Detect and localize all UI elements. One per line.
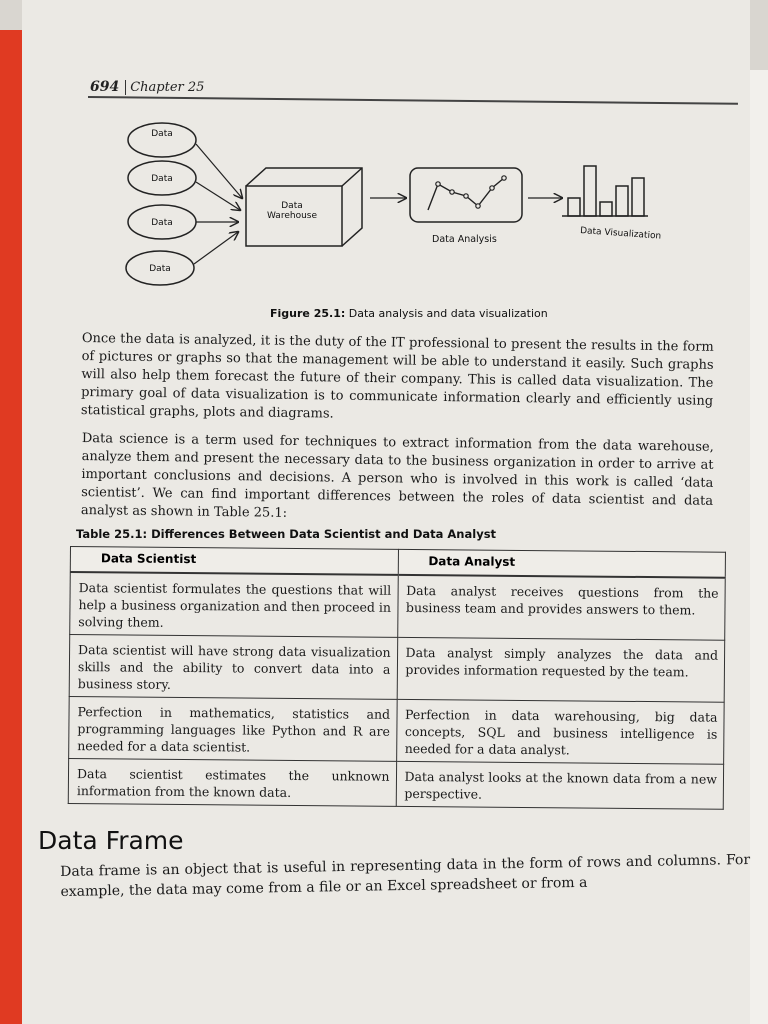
- figure-caption: [270, 307, 548, 320]
- table-cell: Perfection in data warehousing, big data concepts, SQL and business intelligence is needed for a data analyst.: [396, 699, 724, 764]
- paragraph-data-science: Data science is a term used for techniques to extract information from the data warehouse, analyze them and present the necessary data to the business organization in order to arrive at important conclusions and decisions. A person who is involved in this work is called ‘data scientist’. We can find important differences between the roles of data scientist and data analyst as shown in Table 25.1:: [80, 430, 714, 521]
- page-number: 694: [90, 79, 120, 95]
- data-flow-diagram: [120, 118, 680, 288]
- table-cell: Data scientist estimates the unknown information from the known data.: [68, 758, 396, 806]
- data-node-label: Data: [151, 218, 173, 228]
- analysis-label: Data Analysis: [432, 234, 497, 245]
- table-cell: Data analyst simply analyzes the data and provides information requested by the team.: [397, 637, 725, 702]
- figure-number: Figure 25.1:: [270, 307, 346, 320]
- table-row: [69, 696, 725, 764]
- bar-chart-icon: [562, 166, 648, 216]
- comparison-table: [68, 546, 726, 810]
- data-node-label: Data: [151, 174, 173, 184]
- table-cell: Data analyst receives questions from the business team and provides answers to them.: [397, 575, 725, 640]
- table-cell: Perfection in mathematics, statistics and programming languages like Python and R are needed for a data scientist.: [69, 696, 397, 761]
- table-caption: Table 25.1: Differences Between Data Scientist and Data Analyst: [76, 527, 497, 541]
- column-header: Data Analyst: [398, 549, 726, 577]
- line-graph-points-icon: [436, 176, 506, 208]
- paragraph-data-frame: Data frame is an object that is useful in representing data in the form of rows and columns. For example, the data may come from a file or an Excel spreadsheet or from a: [60, 851, 751, 900]
- table-row: [68, 758, 723, 809]
- visualization-label: Data Visualization: [579, 226, 662, 242]
- running-header: [90, 76, 204, 95]
- column-header: Data Scientist: [70, 547, 398, 575]
- paragraph-visualization: Once the data is analyzed, it is the duty of the IT professional to present the results in the form of pictures or graphs so that the management will be able to understand it easily. Such graphs will also help them forecast the future of their company. This is called data visualization. The primary goal of data visualization is to communicate information clearly and efficiently using statistical graphs, plots and diagrams.: [80, 330, 714, 422]
- warehouse-label: Warehouse: [266, 211, 318, 221]
- section-heading: Data Frame: [38, 826, 184, 855]
- data-node-label: Data: [149, 264, 171, 274]
- warehouse-box: [246, 168, 362, 246]
- table-row: [70, 572, 726, 640]
- table-cell: Data scientist formulates the questions that will help a business organization and then proceed in solving them.: [70, 572, 398, 637]
- arrow: [196, 182, 240, 210]
- chapter-label: Chapter 25: [125, 80, 204, 95]
- page-edge-red-left: [0, 30, 22, 1024]
- table-cell: Data scientist will have strong data visualization skills and the ability to convert data into a business story.: [69, 635, 397, 700]
- arrow: [196, 144, 242, 198]
- warehouse-label: Data: [281, 201, 303, 211]
- facing-page-edge: [750, 70, 768, 1024]
- data-node-label: Data: [151, 129, 173, 139]
- arrow: [194, 232, 238, 264]
- table-row: [69, 635, 725, 703]
- figure-caption-text: Data analysis and data visualization: [345, 307, 548, 320]
- table-cell: Data analyst looks at the known data from a new perspective.: [396, 761, 724, 809]
